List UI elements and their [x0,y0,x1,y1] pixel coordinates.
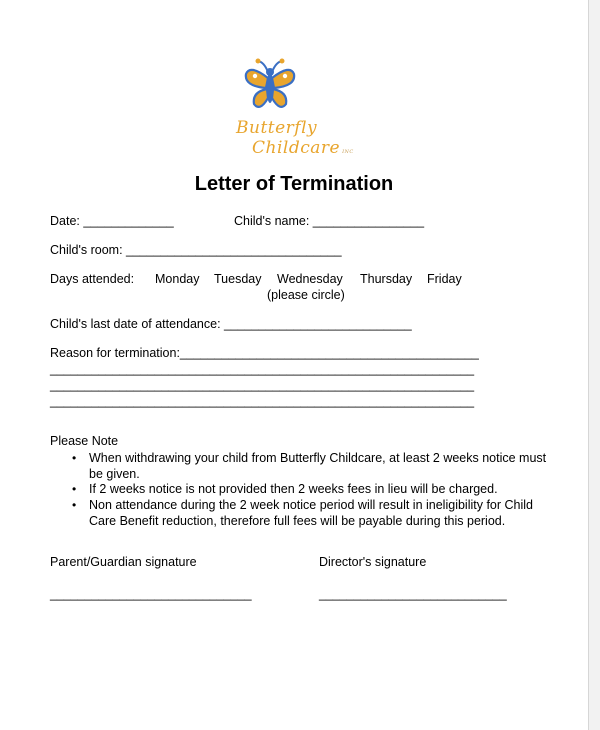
butterfly-childcare-logo [232,58,382,168]
please-circle-note: (please circle) [267,288,345,302]
bullet-icon: • [72,482,77,496]
reason-line: _____________________________________________________________ [50,394,475,408]
bullet-icon: • [72,451,77,465]
note-item-line: Non attendance during the 2 week notice period will result in ineligibility for Child [89,498,533,512]
note-item-line: be given. [89,467,140,481]
please-note-heading: Please Note [50,434,119,448]
note-item-line: When withdrawing your child from Butterfly Childcare, at least 2 weeks notice must [89,451,547,465]
butterfly-icon [240,58,300,116]
childs-room-field: Child's room: _______________________________ [50,243,342,257]
day-friday: Friday [427,272,462,286]
logo-text-butterfly: Butterfly [236,118,318,138]
reason-line: _____________________________________________________________ [50,362,475,376]
bullet-icon: • [72,498,77,512]
director-signature-label: Director's signature [319,555,427,569]
logo-text-childcare [252,138,354,158]
parent-signature-label: Parent/Guardian signature [50,555,197,569]
logo-text-small: INC [342,149,354,155]
last-date-field: Child's last date of attendance: ___________________________ [50,317,412,331]
logo-text-childcare-word: Childcare [252,138,341,158]
reason-line: _____________________________________________________________ [50,378,475,392]
day-monday: Monday [155,272,200,286]
reason-field: Reason for termination:___________________________________________ [50,346,479,360]
day-thursday: Thursday [360,272,413,286]
days-attended-label: Days attended: [50,272,135,286]
day-tuesday: Tuesday [214,272,262,286]
note-item-line: If 2 weeks notice is not provided then 2 weeks fees in lieu will be charged. [89,482,498,496]
note-item [89,497,569,529]
date-field: Date: _____________ [50,214,174,228]
note-item [89,450,569,482]
page-title: Letter of Termination [194,173,394,195]
note-item [89,481,569,497]
parent-signature-line: _____________________________ [50,587,252,601]
note-item-line: Care Benefit reduction, therefore full fees will be payable during this period. [89,514,506,528]
day-wednesday: Wednesday [277,272,343,286]
director-signature-line: ___________________________ [319,587,507,601]
childs-name-field: Child's name: ________________ [234,214,425,228]
